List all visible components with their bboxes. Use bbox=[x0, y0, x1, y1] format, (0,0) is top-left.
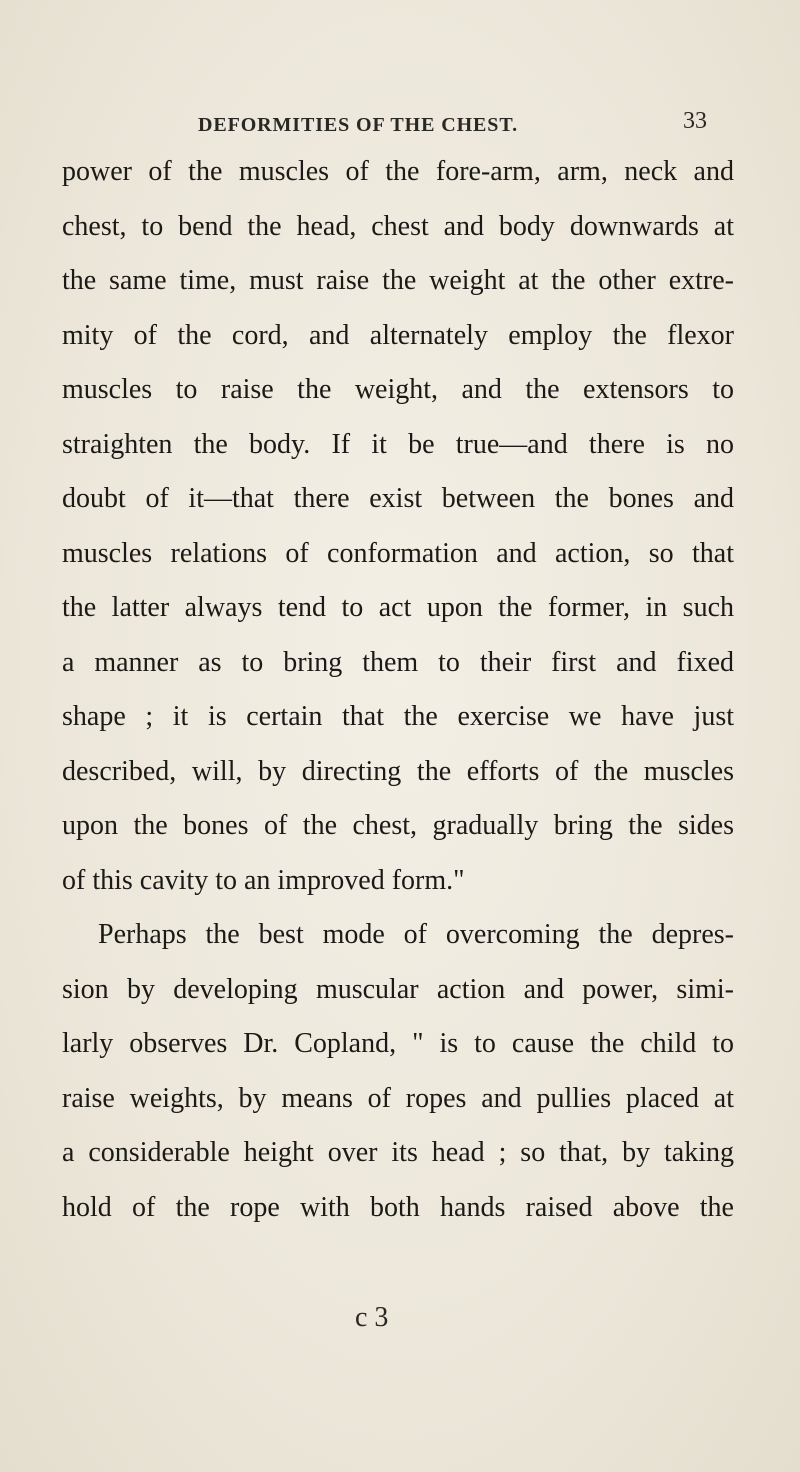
running-head: DEFORMITIES OF THE CHEST. bbox=[198, 114, 518, 136]
text-line: chest, to bend the head, chest and body downwards at bbox=[62, 210, 734, 242]
text-line: power of the muscles of the fore-arm, arm, neck and bbox=[62, 156, 734, 187]
text-line: raise weights, by means of ropes and pullies placed at bbox=[62, 1082, 734, 1114]
text-line: larly observes Dr. Copland, " is to cause the child to bbox=[62, 1028, 734, 1059]
page-number: 33 bbox=[683, 108, 707, 134]
signature-mark: c 3 bbox=[355, 1302, 389, 1333]
text-line-paragraph-start: Perhaps the best mode of overcoming the depres- bbox=[98, 919, 734, 950]
text-line: muscles relations of conformation and action, so that bbox=[62, 537, 734, 569]
text-line: straighten the body. If it be true—and there is no bbox=[62, 428, 734, 460]
text-line: doubt of it—that there exist between the bones and bbox=[62, 483, 734, 514]
text-line: the same time, must raise the weight at the other extre- bbox=[62, 265, 734, 296]
text-line: shape ; it is certain that the exercise we have just bbox=[62, 701, 734, 732]
text-line: the latter always tend to act upon the former, in such bbox=[62, 592, 734, 623]
text-line: sion by developing muscular action and power, simi- bbox=[62, 973, 734, 1005]
text-line: muscles to raise the weight, and the extensors to bbox=[62, 374, 734, 405]
text-line: a manner as to bring them to their first and fixed bbox=[62, 646, 734, 678]
text-line: a considerable height over its head ; so that, by taking bbox=[62, 1137, 734, 1168]
body-text bbox=[62, 145, 734, 1235]
text-line: mity of the cord, and alternately employ the flexor bbox=[62, 319, 734, 351]
page-header bbox=[0, 108, 800, 144]
text-line: of this cavity to an improved form." bbox=[62, 864, 465, 896]
text-line: described, will, by directing the efforts of the muscles bbox=[62, 755, 734, 787]
text-line: hold of the rope with both hands raised above the bbox=[62, 1191, 734, 1223]
text-line: upon the bones of the chest, gradually bring the sides bbox=[62, 810, 734, 841]
